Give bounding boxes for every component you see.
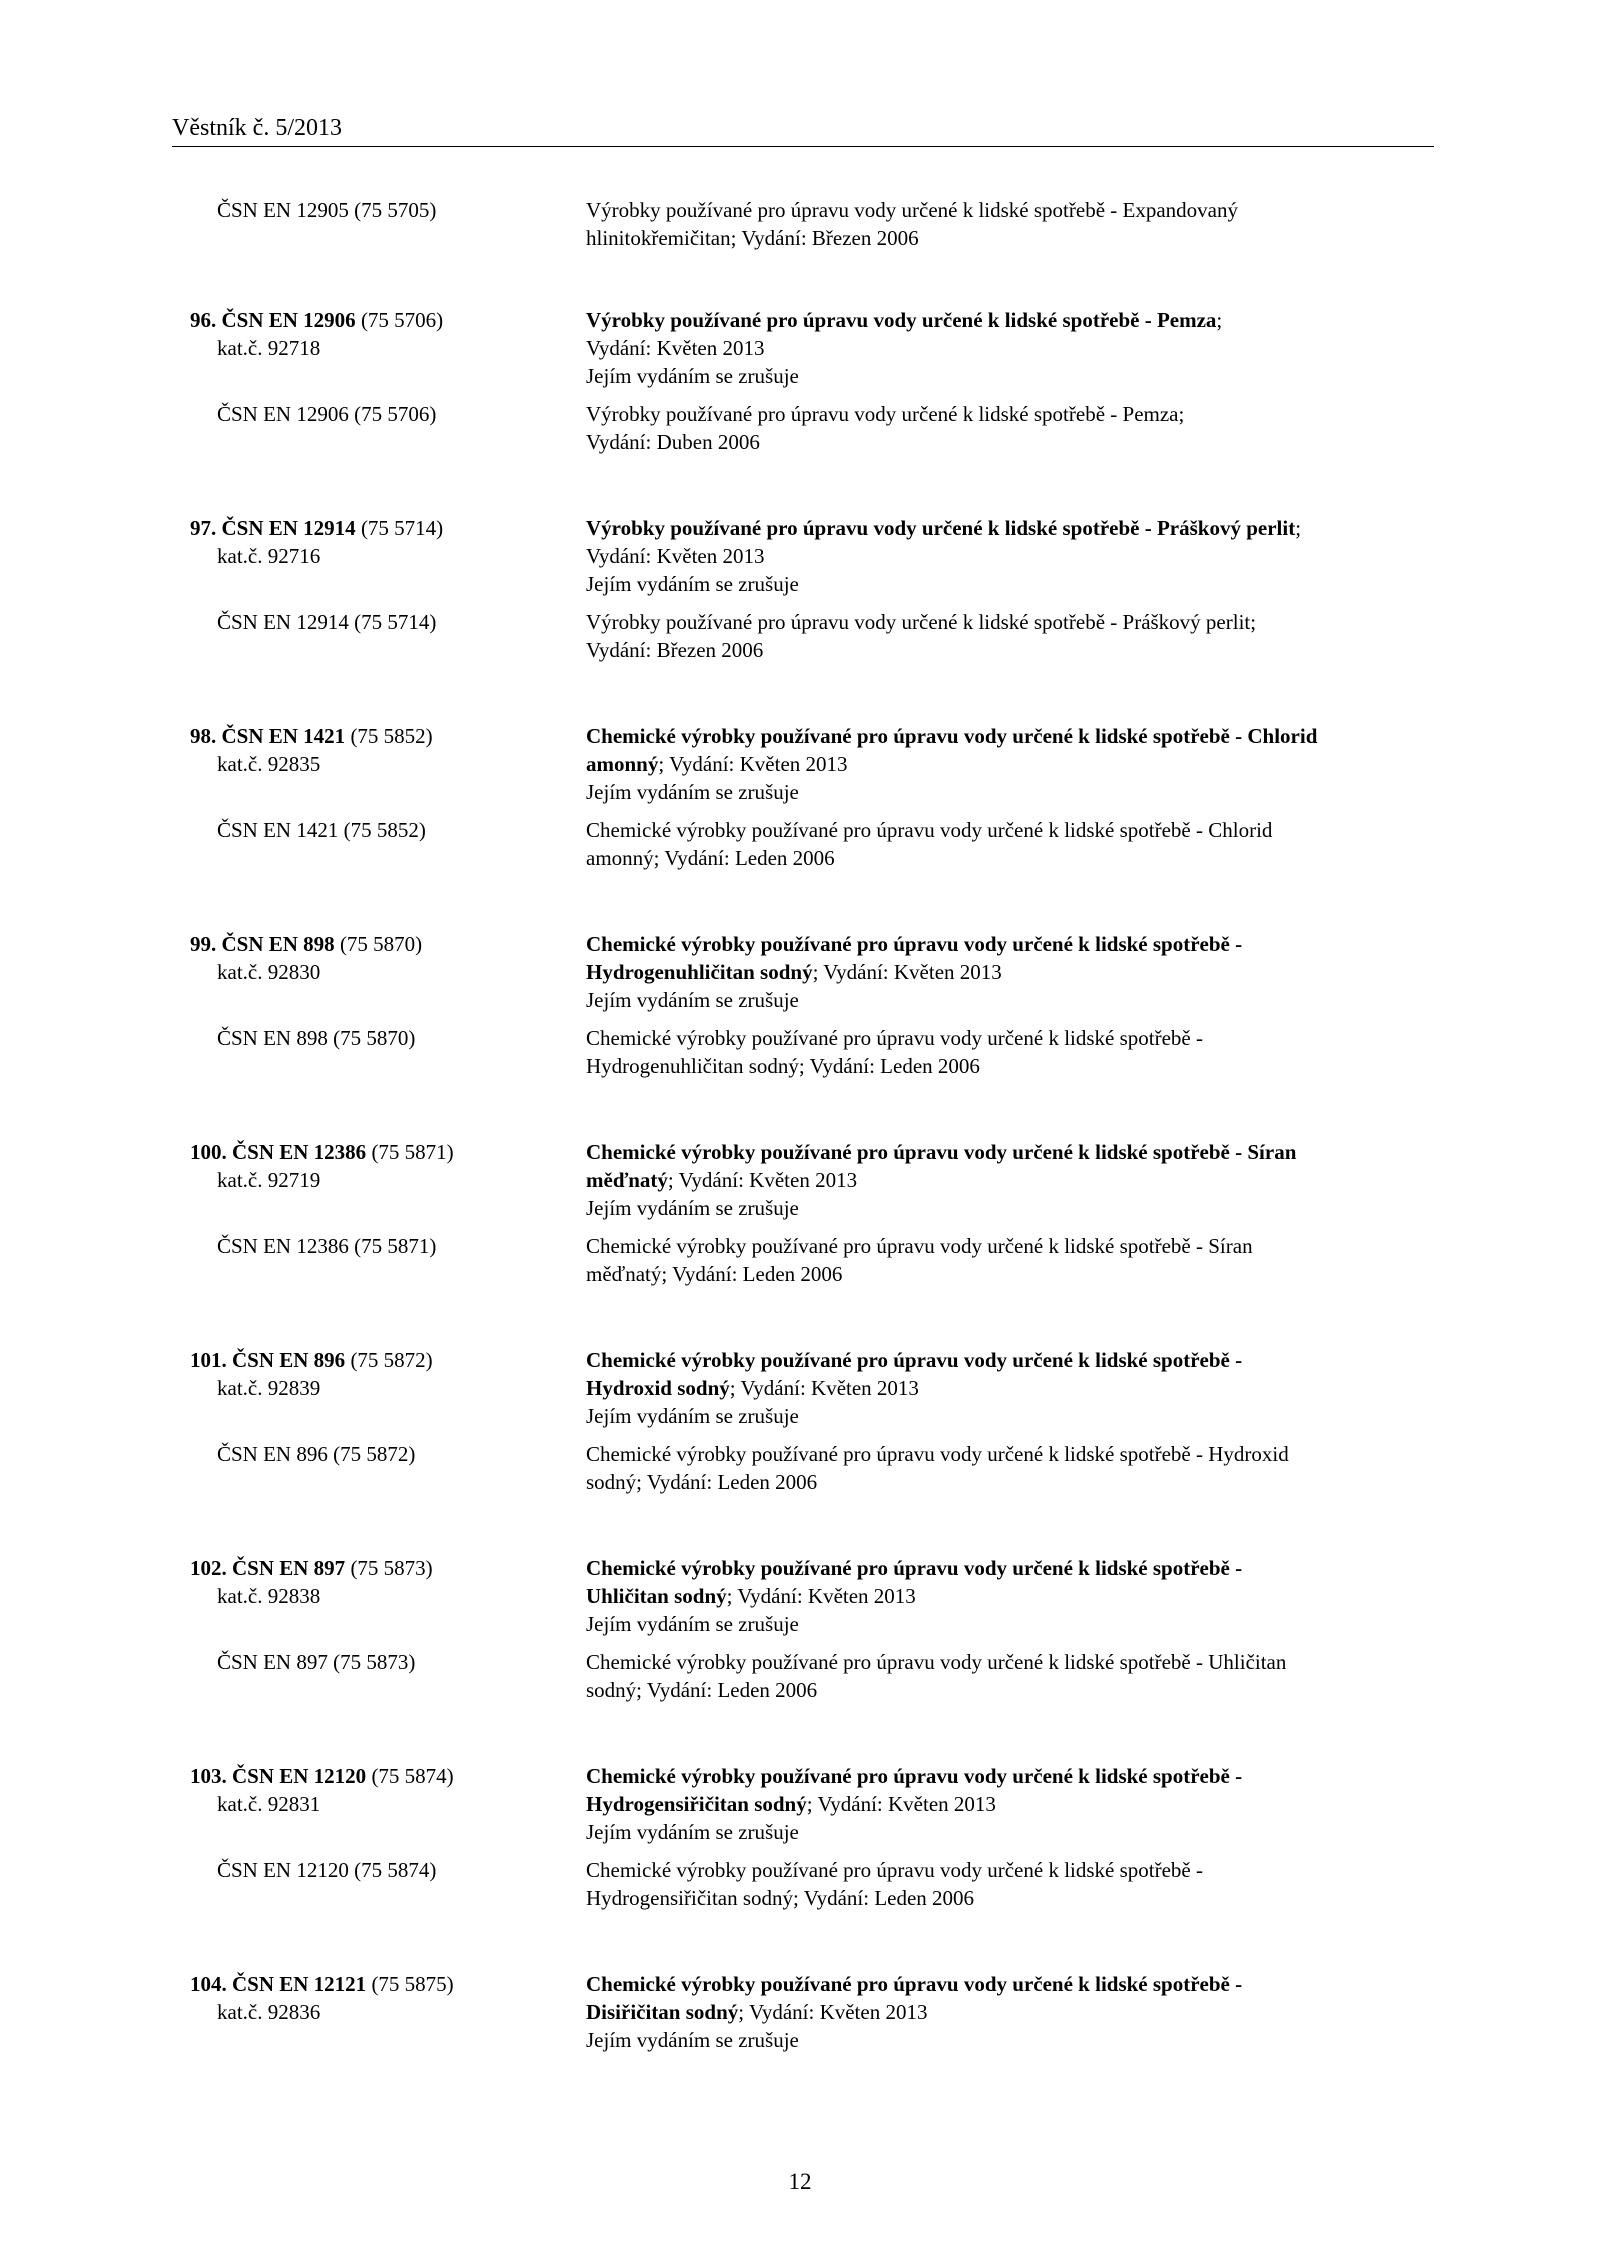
entry-title-bold: Hydrogensiřičitan sodný [586, 1792, 807, 1816]
entry-title-bold: Výrobky používané pro úpravu vody určené k lidské spotřebě - Pemza [586, 308, 1217, 332]
old-standard-title-line: Vydání: Březen 2006 [586, 638, 764, 662]
catalog-number: kat.č. 92838 [217, 1584, 321, 1608]
entry-code-suffix: (75 5870) [334, 932, 423, 956]
catalog-number: kat.č. 92719 [217, 1168, 321, 1192]
entry-code-suffix: (75 5706) [355, 308, 444, 332]
entry-edition: ; Vydání: Květen 2013 [658, 752, 848, 776]
old-standard-title-line: Výrobky používané pro úpravu vody určené k lidské spotřebě - Pemza; [586, 402, 1185, 426]
cancellation-note: Jejím vydáním se zrušuje [586, 1196, 799, 1220]
entry-code-suffix: (75 5871) [366, 1140, 454, 1164]
old-standard-code: ČSN EN 897 (75 5873) [217, 1650, 416, 1674]
cancellation-note: Jejím vydáním se zrušuje [586, 364, 799, 388]
old-standard-title-line: Vydání: Duben 2006 [586, 430, 760, 454]
old-standard-title-line: Chemické výrobky používané pro úpravu vody určené k lidské spotřebě - Hydroxid [586, 1442, 1289, 1466]
catalog-number: kat.č. 92830 [217, 960, 321, 984]
entry-edition: ; Vydání: Květen 2013 [738, 2000, 928, 2024]
entry-code-suffix: (75 5714) [355, 516, 444, 540]
entry-code-suffix: (75 5852) [345, 724, 433, 748]
entry-edition: Vydání: Květen 2013 [586, 544, 765, 568]
entry-title-bold: Uhličitan sodný [586, 1584, 727, 1608]
old-standard-title-line: Chemické výrobky používané pro úpravu vody určené k lidské spotřebě - Uhličitan [586, 1650, 1287, 1674]
entry-code-suffix: (75 5872) [345, 1348, 433, 1372]
entry-number-code: 104. ČSN EN 12121 [190, 1972, 367, 1996]
old-standard-title-line: Chemické výrobky používané pro úpravu vody určené k lidské spotřebě - Síran [586, 1234, 1253, 1258]
old-standard-code: ČSN EN 12386 (75 5871) [217, 1234, 437, 1258]
entry-title-bold: Výrobky používané pro úpravu vody určené k lidské spotřebě - Práškový perlit [586, 516, 1296, 540]
entry-number-code: 97. ČSN EN 12914 [190, 516, 356, 540]
old-standard-title-line: hlinitokřemičitan; Vydání: Březen 2006 [586, 226, 919, 250]
old-standard-title-line: sodný; Vydání: Leden 2006 [586, 1470, 818, 1494]
cancellation-note: Jejím vydáním se zrušuje [586, 780, 799, 804]
entry-title-rest: ; [1295, 516, 1302, 540]
entry-number-code: 99. ČSN EN 898 [190, 932, 335, 956]
entry-number-code: 100. ČSN EN 12386 [190, 1140, 367, 1164]
entry-code-suffix: (75 5874) [366, 1764, 454, 1788]
entry-title-bold: Chemické výrobky používané pro úpravu vody určené k lidské spotřebě - [586, 1556, 1243, 1580]
catalog-number: kat.č. 92716 [217, 544, 321, 568]
entry-title-bold: Chemické výrobky používané pro úpravu vody určené k lidské spotřebě - [586, 1764, 1243, 1788]
entry-title-bold: Chemické výrobky používané pro úpravu vody určené k lidské spotřebě - [586, 1972, 1243, 1996]
catalog-number: kat.č. 92831 [217, 1792, 321, 1816]
old-standard-code: ČSN EN 12905 (75 5705) [217, 198, 437, 222]
old-standard-code: ČSN EN 12906 (75 5706) [217, 402, 437, 426]
old-standard-title-line: Chemické výrobky používané pro úpravu vody určené k lidské spotřebě - Chlorid [586, 818, 1273, 842]
entry-title-bold: Disiřičitan sodný [586, 2000, 739, 2024]
entry-title-bold: amonný [586, 752, 659, 776]
page-header: Věstník č. 5/2013 [172, 112, 1434, 147]
entry-title-bold: Chemické výrobky používané pro úpravu vody určené k lidské spotřebě - Síran [586, 1140, 1297, 1164]
old-standard-title-line: sodný; Vydání: Leden 2006 [586, 1678, 818, 1702]
old-standard-code: ČSN EN 1421 (75 5852) [217, 818, 426, 842]
entry-title-bold: Chemické výrobky používané pro úpravu vody určené k lidské spotřebě - [586, 932, 1243, 956]
catalog-number: kat.č. 92836 [217, 2000, 321, 2024]
entry-number-code: 103. ČSN EN 12120 [190, 1764, 367, 1788]
entry-title-bold: Chemické výrobky používané pro úpravu vody určené k lidské spotřebě - [586, 1348, 1243, 1372]
cancellation-note: Jejím vydáním se zrušuje [586, 2028, 799, 2052]
old-standard-title-line: Hydrogensiřičitan sodný; Vydání: Leden 2006 [586, 1886, 975, 1910]
entry-title-bold: Chemické výrobky používané pro úpravu vody určené k lidské spotřebě - Chlorid [586, 724, 1318, 748]
entry-number-code: 96. ČSN EN 12906 [190, 308, 356, 332]
entry-title-rest: ; [1216, 308, 1223, 332]
old-standard-title-line: amonný; Vydání: Leden 2006 [586, 846, 835, 870]
entry-number-code: 101. ČSN EN 896 [190, 1348, 346, 1372]
old-standard-code: ČSN EN 896 (75 5872) [217, 1442, 416, 1466]
entry-edition: ; Vydání: Květen 2013 [812, 960, 1002, 984]
catalog-number: kat.č. 92835 [217, 752, 321, 776]
catalog-number: kat.č. 92839 [217, 1376, 321, 1400]
old-standard-title-line: Chemické výrobky používané pro úpravu vody určené k lidské spotřebě - [586, 1858, 1203, 1882]
old-standard-title-line: Výrobky používané pro úpravu vody určené k lidské spotřebě - Expandovaný [586, 198, 1238, 222]
entry-edition: ; Vydání: Květen 2013 [667, 1168, 858, 1192]
old-standard-title-line: Hydrogenuhličitan sodný; Vydání: Leden 2006 [586, 1054, 980, 1078]
old-standard-code: ČSN EN 12914 (75 5714) [217, 610, 437, 634]
entry-title-bold: Hydrogenuhličitan sodný [586, 960, 813, 984]
old-standard-title-line: Chemické výrobky používané pro úpravu vody určené k lidské spotřebě - [586, 1026, 1203, 1050]
old-standard-title-line: měďnatý; Vydání: Leden 2006 [586, 1262, 843, 1286]
cancellation-note: Jejím vydáním se zrušuje [586, 1404, 799, 1428]
entry-edition: ; Vydání: Květen 2013 [806, 1792, 996, 1816]
entry-code-suffix: (75 5875) [366, 1972, 454, 1996]
entry-edition: Vydání: Květen 2013 [586, 336, 765, 360]
cancellation-note: Jejím vydáním se zrušuje [586, 988, 799, 1012]
cancellation-note: Jejím vydáním se zrušuje [586, 1820, 799, 1844]
cancellation-note: Jejím vydáním se zrušuje [586, 1612, 799, 1636]
entry-code-suffix: (75 5873) [345, 1556, 433, 1580]
entry-title-bold: měďnatý [586, 1168, 668, 1192]
entry-number-code: 102. ČSN EN 897 [190, 1556, 346, 1580]
old-standard-title-line: Výrobky používané pro úpravu vody určené k lidské spotřebě - Práškový perlit; [586, 610, 1257, 634]
entry-title-bold: Hydroxid sodný [586, 1376, 730, 1400]
entry-edition: ; Vydání: Květen 2013 [729, 1376, 919, 1400]
entry-number-code: 98. ČSN EN 1421 [190, 724, 346, 748]
old-standard-code: ČSN EN 898 (75 5870) [217, 1026, 416, 1050]
cancellation-note: Jejím vydáním se zrušuje [586, 572, 799, 596]
old-standard-code: ČSN EN 12120 (75 5874) [217, 1858, 437, 1882]
entry-edition: ; Vydání: Květen 2013 [726, 1584, 916, 1608]
page-number: 12 [788, 2169, 812, 2194]
catalog-number: kat.č. 92718 [217, 336, 321, 360]
